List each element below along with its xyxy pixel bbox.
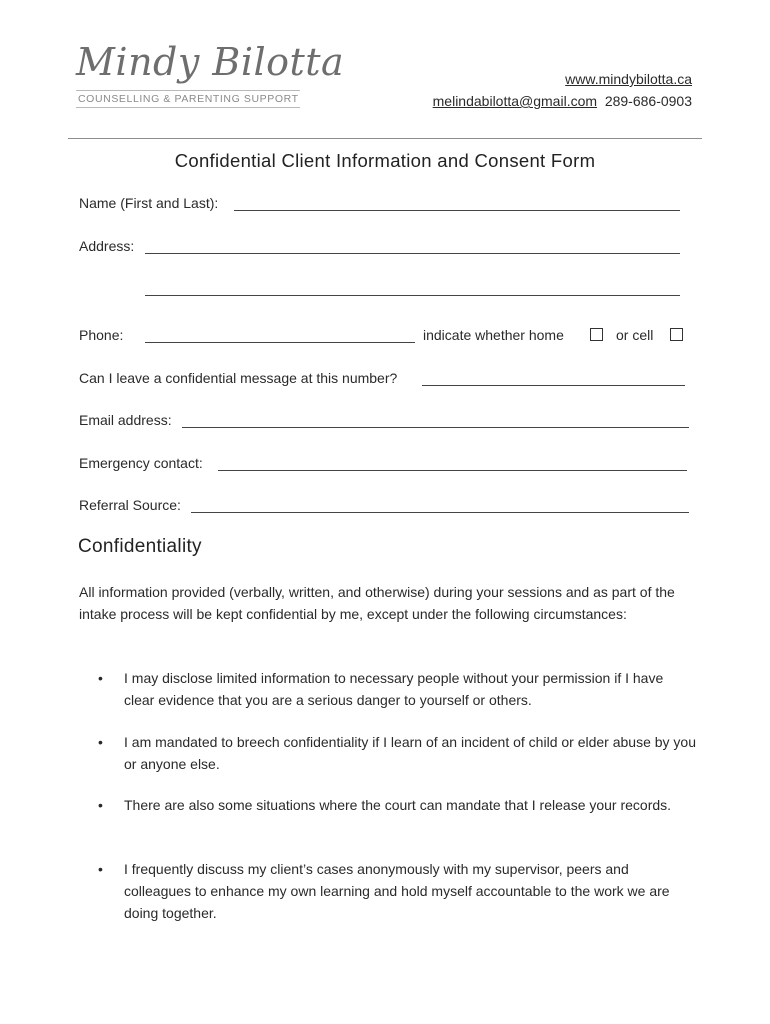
header-divider [68, 138, 702, 139]
address-field-line-1[interactable] [145, 253, 680, 254]
phone-field[interactable] [145, 342, 415, 343]
bullet-icon: • [98, 861, 103, 877]
email-label: Email address: [79, 412, 172, 428]
referral-source-label: Referral Source: [79, 497, 181, 513]
address-field-line-2[interactable] [145, 295, 680, 296]
list-item [98, 794, 698, 816]
phone-number: 289-686-0903 [604, 93, 692, 109]
email-link[interactable]: melindabilotta@gmail.com [432, 93, 598, 109]
referral-source-field[interactable] [191, 512, 689, 513]
home-checkbox[interactable] [590, 328, 603, 341]
email-field[interactable] [182, 427, 689, 428]
phone-label: Phone: [79, 327, 124, 343]
logo [76, 38, 345, 108]
list-item [98, 858, 698, 924]
confidentiality-intro: All information provided (verbally, written, and otherwise) during your sessions and as part of the intake process will be kept confidential by me, except under the following circumstances: [79, 584, 675, 622]
emergency-contact-field[interactable] [218, 470, 687, 471]
logo-name: Mindy Bilotta [76, 40, 345, 84]
message-permission-field[interactable] [422, 385, 685, 386]
confidentiality-heading: Confidentiality [78, 536, 202, 557]
name-field[interactable] [234, 210, 680, 211]
cell-checkbox[interactable] [670, 328, 683, 341]
emergency-contact-label: Emergency contact: [79, 455, 203, 471]
contact-info [433, 68, 692, 112]
bullet-text: I may disclose limited information to necessary people without your permission if I have clear evidence that you are a serious danger to yourself or others. [124, 670, 664, 708]
list-item [98, 731, 698, 775]
bullet-icon: • [98, 734, 103, 750]
phone-type-label: indicate whether home [423, 327, 564, 343]
name-label: Name (First and Last): [79, 195, 219, 211]
website-link[interactable]: www.mindybilotta.ca [565, 71, 692, 87]
bullet-text: I am mandated to breech confidentiality if I learn of an incident of child or elder abuse by you or anyone else. [124, 734, 697, 772]
address-label: Address: [79, 238, 135, 254]
bullet-icon: • [98, 670, 103, 686]
bullet-text: I frequently discuss my client’s cases anonymously with my supervisor, peers and colleagues to enhance my own learning and hold myself accountable to the work we are doing together. [124, 861, 670, 921]
bullet-icon: • [98, 797, 103, 813]
logo-tagline: COUNSELLING & PARENTING SUPPORT [76, 90, 300, 108]
message-label: Can I leave a confidential message at this number? [79, 370, 398, 386]
cell-label: or cell [616, 327, 654, 343]
list-item [98, 667, 698, 711]
bullet-text: There are also some situations where the court can mandate that I release your records. [124, 797, 672, 813]
form-title: Confidential Client Information and Consent Form [174, 150, 596, 171]
